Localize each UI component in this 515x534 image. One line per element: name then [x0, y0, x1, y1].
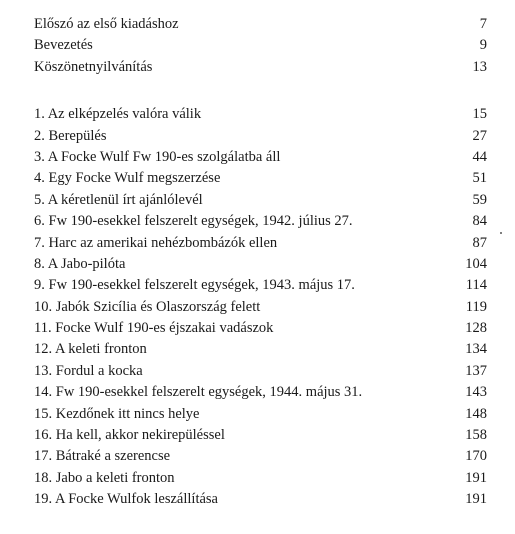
toc-entry-page: 51	[472, 170, 487, 187]
toc-entry	[34, 297, 487, 318]
toc-entry-page: 84	[472, 213, 487, 230]
toc-entry	[34, 404, 487, 425]
toc-entry	[34, 211, 487, 232]
toc-entry-title: 11. Focke Wulf 190-es éjszakai vadászok	[34, 320, 274, 337]
toc-entry-title: 13. Fordul a kocka	[34, 362, 143, 379]
toc-entry-title: 8. A Jabo-pilóta	[34, 255, 126, 272]
toc-entry-title: 10. Jabók Szicília és Olaszország felett	[34, 298, 261, 315]
toc-entry-title: 19. A Focke Wulfok leszállítása	[34, 491, 218, 508]
toc-entry-title: 4. Egy Focke Wulf megszerzése	[34, 170, 221, 187]
toc-entry-title: 14. Fw 190-esekkel felszerelt egységek, 1944. május 31.	[34, 384, 363, 401]
toc-entry-page: 191	[465, 469, 487, 486]
toc-entry-title: 12. A keleti fronton	[34, 341, 147, 358]
toc-entry-page: 27	[472, 127, 487, 144]
toc-entry-title: 2. Berepülés	[34, 127, 107, 144]
toc-entry-page: 137	[465, 362, 487, 379]
toc-entry-title: 9. Fw 190-esekkel felszerelt egységek, 1943. május 17.	[34, 277, 355, 294]
table-of-contents	[34, 14, 487, 511]
toc-entry	[34, 318, 487, 339]
toc-entry-page: 114	[465, 277, 487, 294]
toc-entry	[34, 339, 487, 360]
toc-entry-page: 148	[465, 405, 487, 422]
toc-entry	[34, 104, 487, 125]
toc-entry	[34, 147, 487, 168]
toc-entry	[34, 468, 487, 489]
toc-entry	[34, 275, 487, 296]
section-gap	[34, 78, 487, 104]
toc-entry	[34, 361, 487, 382]
toc-entry	[34, 35, 487, 56]
chapter-list	[34, 104, 487, 510]
toc-entry	[34, 489, 487, 510]
toc-entry-title: 16. Ha kell, akkor nekirepüléssel	[34, 427, 225, 444]
toc-entry	[34, 425, 487, 446]
toc-entry-title: 6. Fw 190-esekkel felszerelt egységek, 1942. július 27.	[34, 213, 353, 230]
toc-entry-title: 17. Bátraké a szerencse	[34, 448, 171, 465]
toc-entry	[34, 168, 487, 189]
toc-entry-page: 170	[465, 448, 487, 465]
toc-entry	[34, 14, 487, 35]
toc-entry-page: 59	[472, 191, 487, 208]
toc-entry-page: 9	[479, 37, 487, 54]
toc-entry	[34, 57, 487, 78]
toc-entry-page: 134	[465, 341, 487, 358]
toc-entry	[34, 233, 487, 254]
toc-entry-page: 158	[465, 427, 487, 444]
toc-entry-page: 87	[472, 234, 487, 251]
toc-entry-title: 7. Harc az amerikai nehézbombázók ellen	[34, 234, 278, 251]
toc-entry-page: 128	[465, 320, 487, 337]
toc-entry	[34, 190, 487, 211]
toc-entry-page: 119	[465, 298, 487, 315]
toc-entry	[34, 126, 487, 147]
toc-entry-page: 44	[472, 148, 487, 165]
toc-entry	[34, 446, 487, 467]
toc-entry-page: 7	[479, 16, 487, 32]
toc-entry-page: 15	[472, 106, 487, 123]
toc-entry	[34, 382, 487, 403]
toc-entry	[34, 254, 487, 275]
toc-entry-title: 5. A kéretlenül írt ajánlólevél	[34, 191, 203, 208]
toc-entry-title: Köszönetnyilvánítás	[34, 58, 153, 75]
toc-entry-page: 143	[465, 384, 487, 401]
toc-entry-title: Bevezetés	[34, 37, 93, 54]
toc-entry-page: 191	[465, 491, 487, 508]
toc-entry-title: 3. A Focke Wulf Fw 190-es szolgálatba áll	[34, 148, 281, 165]
toc-entry-title: 1. Az elképzelés valóra válik	[34, 106, 202, 123]
toc-entry-title: 15. Kezdőnek itt nincs helye	[34, 405, 200, 422]
front-matter-list	[34, 14, 487, 78]
scan-speck	[500, 232, 502, 234]
toc-entry-page: 104	[465, 255, 487, 272]
toc-entry-title: Előszó az első kiadáshoz	[34, 16, 179, 32]
toc-entry-page: 13	[472, 58, 487, 75]
toc-entry-title: 18. Jabo a keleti fronton	[34, 469, 175, 486]
